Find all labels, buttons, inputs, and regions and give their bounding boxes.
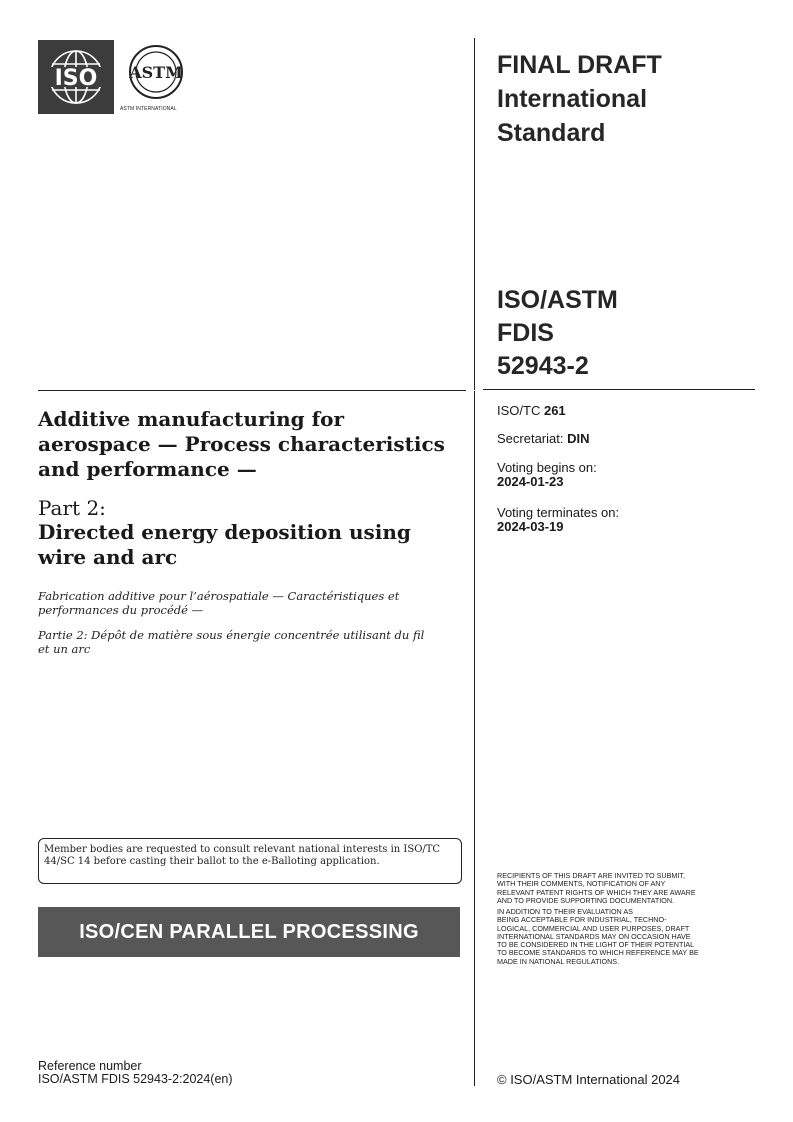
voting-terminates: [497, 506, 619, 534]
astm-caption: ASTM INTERNATIONAL: [120, 106, 177, 112]
french-title-line: performances du procédé —: [38, 603, 204, 617]
part-label: Part 2:: [38, 496, 106, 520]
notice-line: BEING ACCEPTABLE FOR INDUSTRIAL, TECHNO-: [497, 915, 667, 925]
notice-line: RELEVANT PATENT RIGHTS OF WHICH THEY ARE AWARE: [497, 887, 696, 897]
voting-terminates-label: Voting terminates on:: [497, 505, 620, 520]
member-bodies-notice: [38, 838, 462, 884]
notice-line: RECIPIENTS OF THIS DRAFT ARE INVITED TO SUBMIT,: [497, 871, 685, 880]
part-title: [38, 520, 458, 570]
notice-line: TO BE CONSIDERED IN THE LIGHT OF THEIR POTENTIAL: [497, 940, 695, 950]
document-type-line: International: [497, 85, 648, 113]
committee: [497, 404, 566, 418]
document-number-line: ISO/ASTM: [497, 286, 618, 314]
astm-logo: [118, 40, 202, 114]
member-notice-line: Member bodies are requested to consult relevant national interests in ISO/TC: [44, 844, 441, 855]
reference-number: ISO/ASTM FDIS 52943-2:2024(en): [38, 1072, 233, 1086]
astm-logo-text: ASTM: [129, 63, 183, 82]
notice-line: AND TO PROVIDE SUPPORTING DOCUMENTATION.: [497, 895, 675, 905]
document-number-line: 52943-2: [497, 352, 589, 380]
document-type-line: Standard: [497, 119, 606, 147]
vertical-divider-top: [474, 38, 475, 390]
voting-begins-label: Voting begins on:: [497, 460, 597, 475]
secretariat-value: DIN: [567, 431, 590, 446]
title-line: Additive manufacturing for: [38, 407, 345, 431]
document-type: [497, 48, 767, 150]
document-title: [38, 407, 458, 482]
french-title: [38, 589, 458, 617]
notice-line: INTERNATIONAL STANDARDS MAY ON OCCASION HAVE: [497, 931, 691, 941]
committee-label: ISO/TC: [497, 403, 541, 418]
secretariat: [497, 432, 590, 446]
reference-number-label: Reference number: [38, 1059, 142, 1073]
copyright: © ISO/ASTM International 2024: [497, 1072, 681, 1087]
notice-line: IN ADDITION TO THEIR EVALUATION AS: [497, 907, 633, 916]
iso-logo: [38, 40, 114, 114]
part-title-line: wire and arc: [38, 545, 178, 569]
member-notice-line: 44/SC 14 before casting their ballot to the e-Balloting application.: [44, 856, 380, 867]
french-part-title: [38, 628, 458, 656]
voting-begins: [497, 461, 597, 489]
title-line: aerospace — Process characteristics: [38, 432, 445, 456]
part-title-line: Directed energy deposition using: [38, 520, 411, 544]
title-divider-left: [38, 390, 466, 391]
notice-line: WITH THEIR COMMENTS, NOTIFICATION OF ANY: [497, 879, 666, 889]
title-divider-right: [483, 389, 755, 390]
vertical-divider-bottom: [474, 391, 475, 1086]
document-type-line: FINAL DRAFT: [497, 51, 662, 79]
committee-value: 261: [543, 403, 566, 418]
evaluation-notice: [497, 908, 757, 966]
title-line: and performance —: [38, 457, 257, 481]
french-part-line: Partie 2: Dépôt de matière sous énergie concentrée utilisant du fil: [38, 628, 425, 642]
notice-line: LOGICAL, COMMERCIAL AND USER PURPOSES, DRAFT: [497, 923, 690, 933]
french-title-line: Fabrication additive pour l’aérospatiale — Caractéristiques et: [38, 589, 400, 603]
parallel-processing-banner: ISO/CEN PARALLEL PROCESSING: [38, 907, 460, 957]
secretariat-label: Secretariat:: [497, 431, 564, 446]
document-number-line: FDIS: [497, 319, 554, 347]
voting-terminates-date: 2024-03-19: [497, 519, 564, 534]
document-number: [497, 284, 767, 383]
iso-logo-text: ISO: [54, 66, 98, 91]
notice-line: TO BECOME STANDARDS TO WHICH REFERENCE MAY BE: [497, 948, 699, 958]
notice-line: MADE IN NATIONAL REGULATIONS.: [497, 956, 620, 966]
voting-begins-date: 2024-01-23: [497, 474, 564, 489]
recipients-notice: [497, 872, 757, 905]
french-part-line: et un arc: [38, 642, 91, 656]
